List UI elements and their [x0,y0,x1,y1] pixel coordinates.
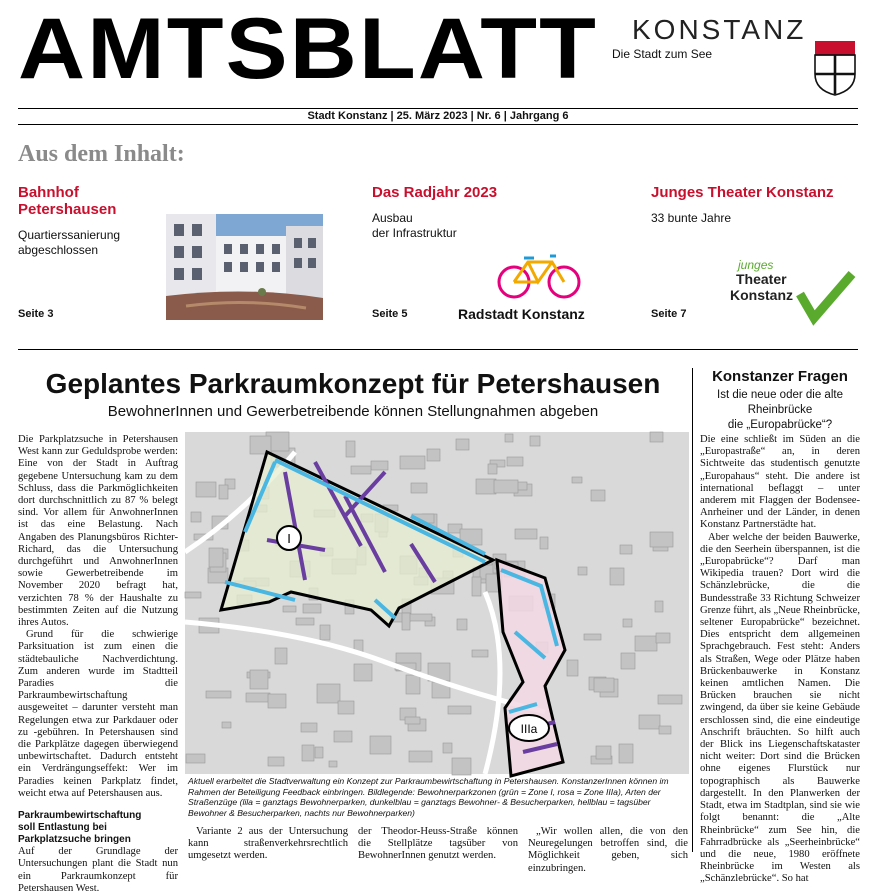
map-building [191,512,201,522]
brand-tagline: Die Stadt zum See [612,47,713,61]
map-building [505,434,513,442]
map-building [406,675,420,694]
sidebar-title: Konstanzer Fragen [712,368,848,385]
section-rule [18,349,858,350]
map-building [472,650,488,657]
radstadt-logo-text: Radstadt Konstanz [458,306,585,322]
teaser-headline[interactable]: Bahnhof Petershausen [18,184,117,218]
map-building [351,466,371,474]
brand-name: KONSTANZ [632,14,807,45]
teaser-sub: Ausbau der Infrastruktur [372,211,457,240]
article-column-2 [188,826,348,862]
map-building [268,757,284,766]
map-building [400,456,425,469]
map-building [621,653,635,669]
map-building [591,490,605,501]
article-column-4 [528,826,688,874]
map-building [507,457,523,466]
teaser-page: Seite 7 [651,308,687,320]
konstanz-crest-icon [814,40,856,96]
article-column-3 [358,826,518,862]
article-paragraph: Variante 2 aus der Untersuchung kann straßenverkehrsrechtlich umgesetzt werden. [188,826,348,862]
map-building [219,485,228,499]
map-building [346,441,355,457]
map-building [635,636,657,651]
map-building [658,695,682,704]
theater-chevron-icon [728,258,856,324]
map-building [409,751,432,762]
map-building [584,634,601,640]
map-building [302,745,314,761]
map-building [650,532,673,547]
map-building [370,736,391,754]
bicycle-icon [452,252,612,302]
masthead-title: AMTSBLATT [18,1,599,97]
radstadt-logo [452,252,612,324]
teaser-radjahr[interactable] [372,184,572,241]
map-building [448,706,471,714]
map-building [610,568,624,585]
map-building [578,567,587,575]
masthead-rule-top [18,108,858,109]
map-building [329,761,337,767]
map-building [402,613,410,630]
map-building [371,461,388,470]
map-building [186,754,205,763]
map-building [405,717,420,724]
article-paragraph: „Wir wollen allen, die von den Neuregelungen betroffen sind, die Möglichkeit geben, sich einzubringen. [528,826,688,874]
sidebar-text [700,434,861,885]
sidebar-paragraph: Aber welche der beiden Bauwerke, die den Seerhein überspannen, ist die „Europabrücke“? Darf man Wikipedia trauen? Dort wird die Schänzlebrücke, die die Bundesstraße 33 Richtung Schweizer Grenze führt, als „Neue Rheinbrücke, seltener Europabrücke“ bezeichnet. Dies entspricht dem allgemeinen Sprachgebrauch. Fest steht: Anders als Straßen, Wege oder Plätze haben Brückenbauwerke in Konstanz keinen amtlichen Namen. Die Brücken brauchen sie nicht zwingend, da über sie keine Gebäude erschlossen sind, die eine eindeutige Anschrift bräuchten. So hilft auch der Blick ins Liegenschaftskataster nicht weiter: Dort sind die Brücken ohne eigenes Flurstück nur topographisch als Bauwerke dargestellt. In den Planwerken der Stadt, etwa im Stadtplan, sind sie wie folgt benannt: die „Alte Rheinbrücke“ zum See hin, die Fahrradbrücke als „Seerheinbrücke“ und die neue, 1980 eröffnete Rheinbrücke im Westen als „Schänzlebrücke“. So hat [700,531,861,885]
map-building [619,744,633,763]
zone-3a-label: IIIa [520,722,538,736]
theater-logo [728,258,856,324]
sidebar-question: Ist die neue oder die alte Rheinbrücke die „Europabrücke“? [717,389,843,431]
map-building [354,664,372,681]
map-building [494,480,518,493]
map-building [296,618,314,625]
map-building [303,604,321,613]
teaser-headline[interactable]: Das Radjahr 2023 [372,184,498,201]
article-paragraph: der Theodor-Heuss-Straße können die Stellplätze tagsüber von BewohnerInnen genutzt werden. [358,826,518,862]
map-building [476,479,496,494]
teaser-sub: 33 bunte Jahre [651,211,732,225]
article-paragraph: Grund für die schwierige Parksituation ist zum einen die städtebauliche Nachverdichtung. Zum anderen wurde im Stadtteil Paradies die Parkraumbewirtschaftung ausgeweitet – darunter versteht man Regelungen etwa zur Parkdauer oder zu -gebühren. In Petershausen sind die Parkplätze dagegen überwiegend unbewirtschaftet. Dadurch entsteht ein Verdrängungseffekt: Wer im Paradies keinen Parkplatz findet, weicht etwa auf Petershausen aus. [18,629,178,799]
theater-logo-line3: Konstanz [730,287,793,303]
article-subheading: Parkraumbewirtschaftung soll Entlastung bei Parkplatzsuche bringen [18,810,142,846]
article-paragraph: Die Parkplatzsuche in Petershausen West kann zur Geduldsprobe werden: Eine von der Stadt in Auftrag gegebene Untersuchung kam zu dem Schluss, dass die Parkmöglichkeiten dort durchschnittlich zu 87 % belegt sind. Vor allem für AnwohnerInnen ist das eine Belastung. Nach Angaben des Planungsbüros Richter-Richard, das die Untersuchung durchgeführt und AnwohnerInnen sowie Gewerbetreibende im November 2020 befragt hat, verzichten 78 % der Haushalte zu bestimmten Zeiten auf die Nutzung ihres Autos. [18,434,178,629]
contents-title: Aus dem Inhalt: [18,141,185,167]
map-building [623,619,632,627]
map-building [209,548,223,567]
teaser-headline[interactable]: Junges Theater Konstanz [651,184,834,201]
map-building [185,592,201,598]
sidebar-divider [692,368,693,852]
map-caption: Aktuell erarbeitet die Stadtverwaltung ein Konzept zur Parkraumbewirtschaftung in Petershausen. KonstanzerInnen können im Rahmen der Beteiligung Feedback einbringen. Bildlegende: Bewohnerparkzonen (grün = Zone I, rosa = Zone IIIa), Arten der Straßenzüge (lila = ganztags Bewohnerparken, dunkelblau = ganztags Bewohner- & Besucherparken, hellblau = tagsüber Bewohner & Besucherparken, nachts nur Bewohnerparken) [188,776,669,818]
map-building [317,684,340,703]
map-building [315,747,323,758]
zone-1-label: I [287,531,291,546]
map-building [452,758,471,775]
map-building [488,464,497,474]
map-building [246,693,270,702]
teaser-sub: Quartierssanierung abgeschlossen [18,228,121,257]
map-building [301,723,317,732]
city-brand [612,14,862,104]
map-building [334,731,352,742]
theater-logo-line1: junges [738,258,774,272]
map-building [196,482,216,497]
map-building [530,436,540,446]
map-building [275,648,287,664]
teaser-theater[interactable] [651,184,861,226]
teaser-page: Seite 5 [372,308,408,320]
teaser-page: Seite 3 [18,308,54,320]
article-paragraph: Auf der Grundlage der Untersuchungen plant die Stadt nun ein Parkraumkonzept für Petershausen West. [18,846,178,894]
map-building [443,743,452,753]
theater-logo-line2: Theater [736,271,787,287]
parking-zone-map [185,432,689,774]
article-column-1 [18,434,178,894]
map-building [206,691,231,698]
map-building [572,477,582,483]
map-building [650,432,663,442]
map-building [540,537,548,549]
map-building [594,678,614,692]
bahnhof-photo [166,214,323,320]
map-building [567,660,578,676]
map-building [456,439,469,450]
map-building [639,715,660,729]
map-building [457,619,467,630]
map-building [250,670,268,689]
map-building [222,722,231,728]
map-building [655,601,663,612]
map-building [656,633,670,643]
map-building [472,577,481,596]
map-building [515,529,537,539]
map-building [408,614,432,621]
map-building [427,449,440,461]
article-subtitle: BewohnerInnen und Gewerbetreibende können Stellungnahmen abgeben [107,403,599,420]
issue-line: Stadt Konstanz | 25. März 2023 | Nr. 6 | Jahrgang 6 [307,110,569,122]
map-building [268,694,286,708]
map-building [659,726,671,734]
map-building [596,746,611,759]
map-building [320,625,330,640]
map-building [411,483,427,493]
masthead-rule-bottom [18,124,858,125]
teaser-bahnhof[interactable] [18,184,168,258]
map-building [283,606,296,612]
sidebar-paragraph: Die eine schließt im Süden an die „Europastraße“ an, in deren Sichtweite das studentisch genutzte „Europahaus“ steht. Die andere ist international beflaggt – unter anderem mit Flaggen der Bodensee-Anrheiner und der Länder, in denen Konstanz Partnerstädte hat. [700,434,860,531]
map-building [338,701,354,714]
article-title: Geplantes Parkraumkonzept für Petershausen [45,368,661,399]
map-building [620,545,632,554]
